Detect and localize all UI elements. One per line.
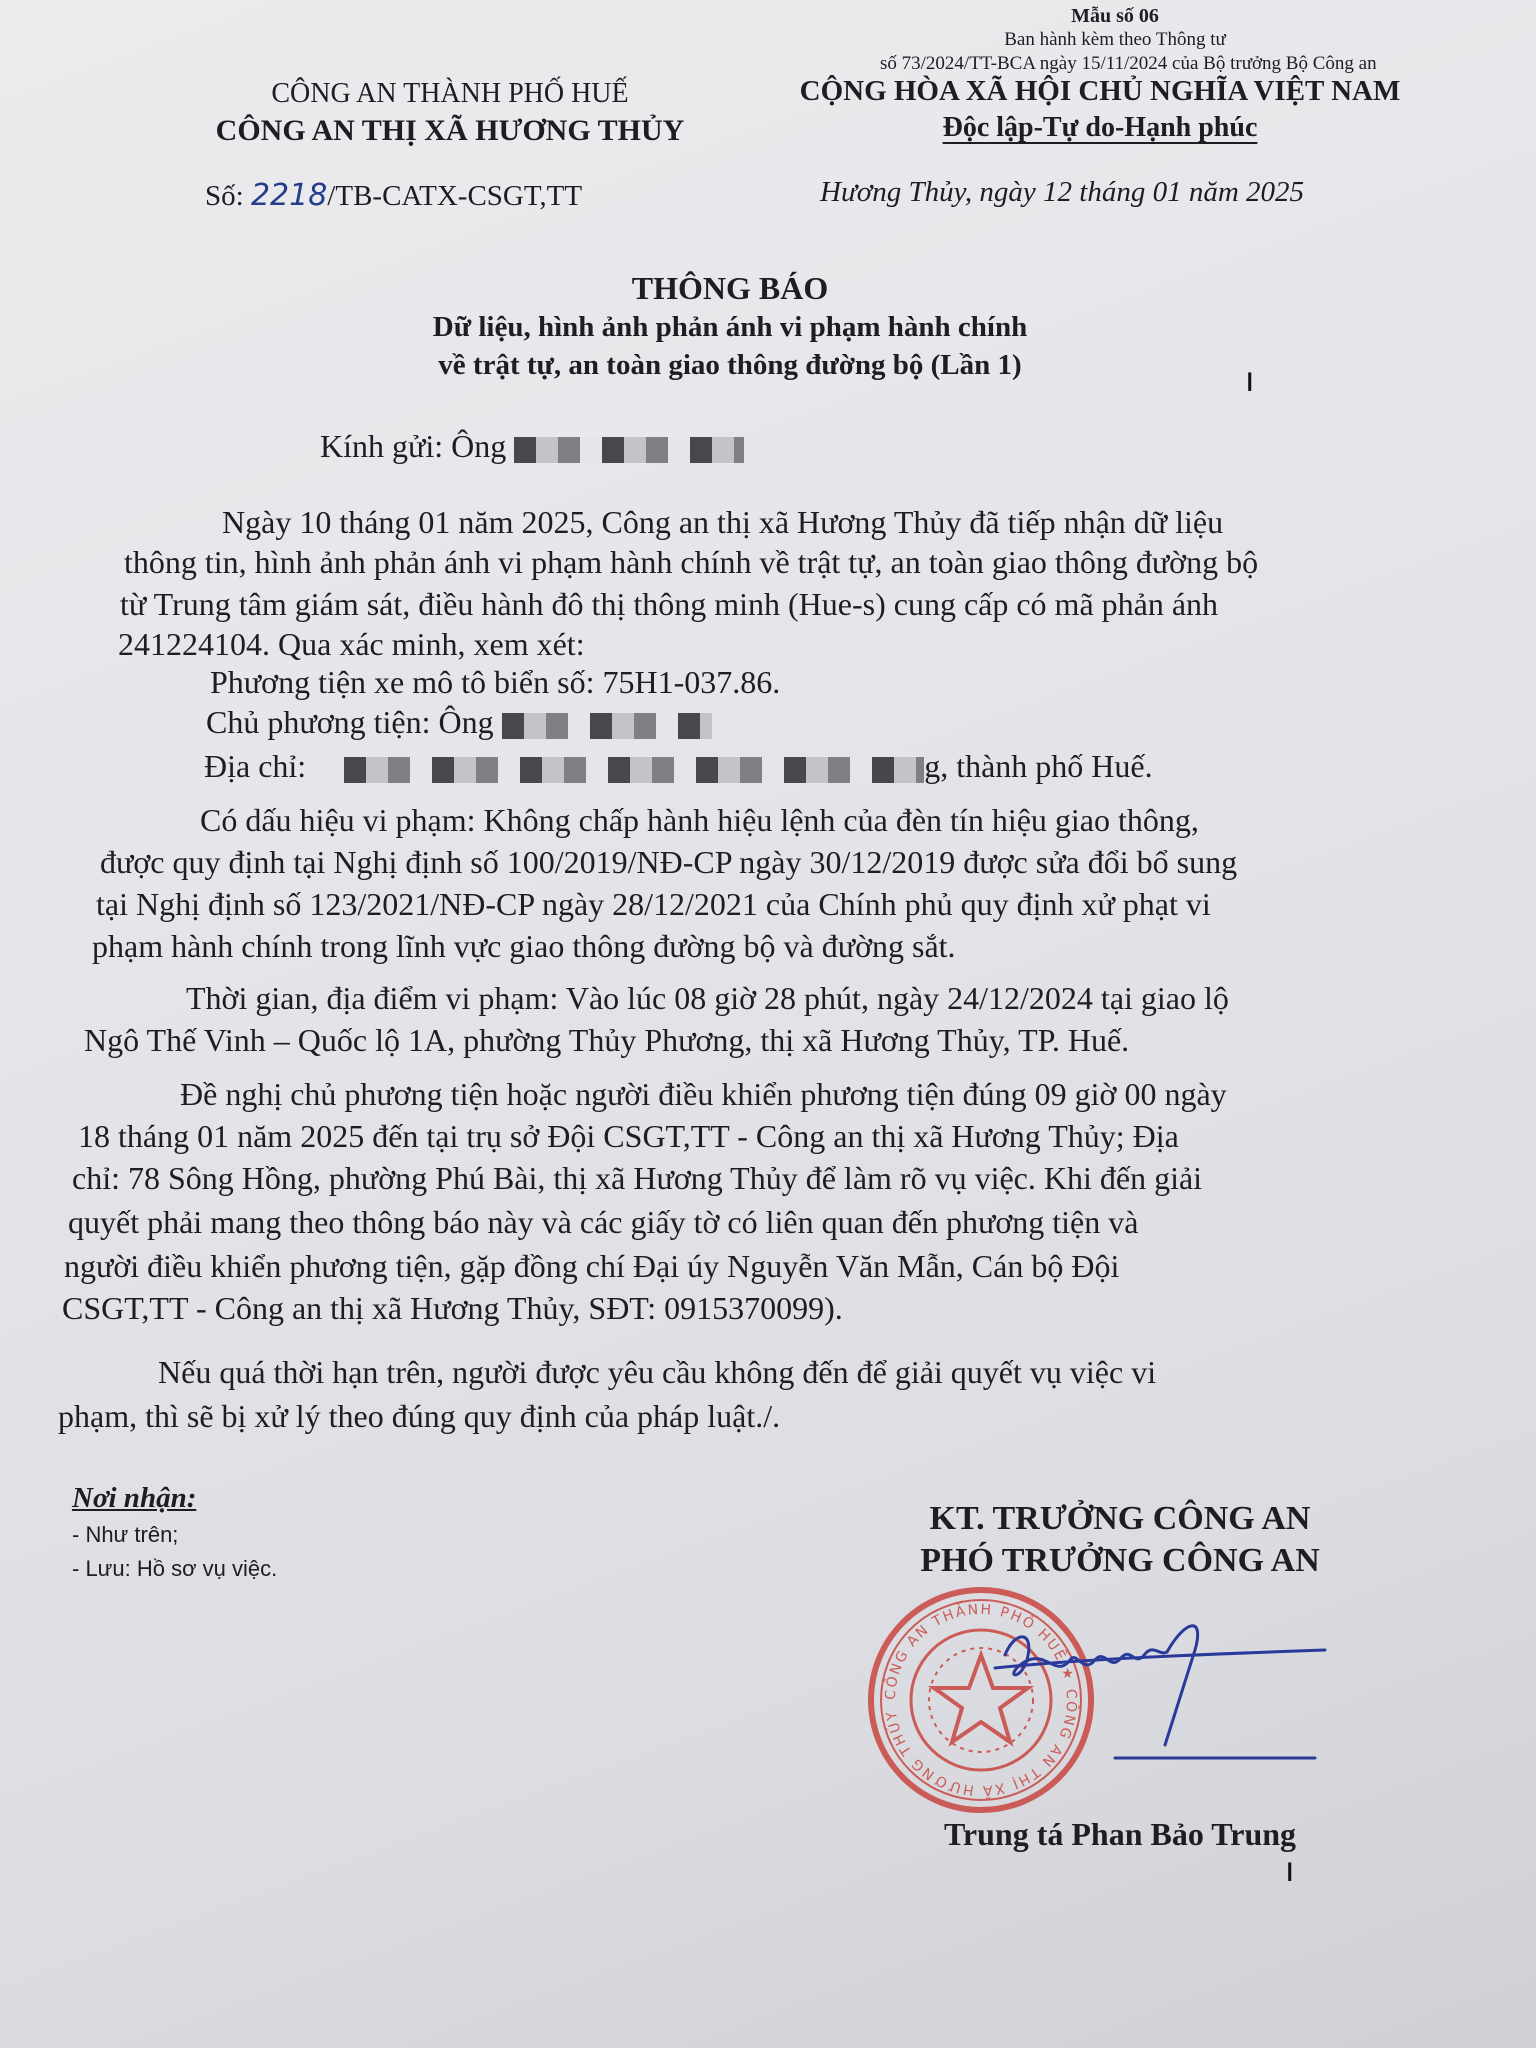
recipient-item: - Lưu: Hồ sơ vụ việc. <box>72 1556 278 1581</box>
title-main: THÔNG BÁO <box>631 270 829 306</box>
paragraph-4-line-3: chỉ: 78 Sông Hồng, phường Phú Bài, thị xã Hương Thủy để làm rõ vụ việc. Khi đến giải <box>72 1160 1203 1196</box>
nation-name: CỘNG HÒA XÃ HỘI CHỦ NGHĨA VIỆT NAM <box>799 75 1401 107</box>
signature-title-2: PHÓ TRƯỞNG CÔNG AN <box>920 1542 1320 1579</box>
paragraph-2-line-1: Có dấu hiệu vi phạm: Không chấp hành hiệu lệnh của đèn tín hiệu giao thông, <box>200 802 1199 838</box>
doc-number-suffix: /TB-CATX-CSGT,TT <box>327 180 583 212</box>
agency-name: CÔNG AN THỊ XÃ HƯƠNG THỦY <box>215 114 685 147</box>
paragraph-2-line-4: phạm hành chính trong lĩnh vực giao thông đường bộ và đường sắt. <box>92 928 956 964</box>
document-title <box>280 268 1180 384</box>
paragraph-1-line-1: Ngày 10 tháng 01 năm 2025, Công an thị xã Hương Thủy đã tiếp nhận dữ liệu <box>222 504 1224 540</box>
paragraph-1-line-4: 241224104. Qua xác minh, xem xét: <box>118 626 585 662</box>
address-tail: g, thành phố Huế. <box>924 748 1153 784</box>
vehicle-owner <box>206 702 712 742</box>
doc-number-handwritten: 2218 <box>250 178 328 213</box>
handwritten-mark-2: ı <box>1285 1850 1295 1890</box>
paragraph-3-line-1: Thời gian, địa điểm vi phạm: Vào lúc 08 giờ 28 phút, ngày 24/12/2024 tại giao lộ <box>186 980 1229 1016</box>
recipient-item: - Như trên; <box>72 1522 179 1547</box>
salutation-text: Kính gửi: Ông <box>320 428 507 464</box>
title-sub-1: Dữ liệu, hình ảnh phản ánh vi phạm hành chính <box>432 311 1028 343</box>
salutation <box>320 426 744 466</box>
form-header <box>880 4 1377 76</box>
place-date: Hương Thủy, ngày 12 tháng 01 năm 2025 <box>820 176 1305 208</box>
paragraph-4-line-6: CSGT,TT - Công an thị xã Hương Thủy, SĐT: 0915370099). <box>62 1290 843 1326</box>
form-issued-line-2: số 73/2024/TT-BCA ngày 15/11/2024 của Bộ trưởng Bộ Công an <box>880 53 1377 74</box>
owner-address <box>204 746 1153 786</box>
nation-motto: Độc lập-Tự do-Hạnh phúc <box>942 112 1258 143</box>
recipients-heading: Nơi nhận: <box>72 1482 197 1514</box>
address-label: Địa chỉ: <box>204 748 307 784</box>
red-seal-icon <box>871 1590 1091 1810</box>
form-issued-line-1: Ban hành kèm theo Thông tư <box>1004 29 1226 50</box>
national-header <box>770 72 1430 146</box>
paragraph-4-line-4: quyết phải mang theo thông báo này và các giấy tờ có liên quan đến phương tiện và <box>68 1204 1139 1240</box>
vehicle-plate: Phương tiện xe mô tô biển số: 75H1-037.86. <box>210 664 781 700</box>
paragraph-1-line-3: từ Trung tâm giám sát, điều hành đô thị thông minh (Hue-s) cung cấp có mã phản ánh <box>120 586 1219 622</box>
paragraph-2-line-2: được quy định tại Nghị định số 100/2019/NĐ-CP ngày 30/12/2019 được sửa đổi bổ sung <box>100 844 1238 880</box>
document-number <box>205 178 582 213</box>
owner-label: Chủ phương tiện: Ông <box>206 704 494 740</box>
title-sub-2: về trật tự, an toàn giao thông đường bộ (Lần 1) <box>438 349 1022 381</box>
signature-title-1: KT. TRƯỞNG CÔNG AN <box>929 1500 1311 1537</box>
seal-text: CÔNG AN THÀNH PHỐ HUẾ ★ CÔNG AN THỊ XÃ HƯƠNG THỦY <box>882 1601 1080 1799</box>
paragraph-5-line-2: phạm, thì sẽ bị xử lý theo đúng quy định của pháp luật./. <box>58 1398 781 1434</box>
paragraph-1-line-2: thông tin, hình ảnh phản ánh vi phạm hành chính về trật tự, an toàn giao thông đường bộ <box>124 544 1259 580</box>
agency-header <box>120 76 780 150</box>
paragraph-3-line-2: Ngô Thế Vinh – Quốc lộ 1A, phường Thủy Phương, thị xã Hương Thủy, TP. Huế. <box>84 1022 1130 1058</box>
signer-name: Trung tá Phan Bảo Trung <box>943 1816 1297 1852</box>
recipients-block <box>72 1478 277 1586</box>
paragraph-4-line-2: 18 tháng 01 năm 2025 đến tại trụ sở Đội CSGT,TT - Công an thị xã Hương Thủy; Địa <box>78 1118 1179 1154</box>
paragraph-5-line-1: Nếu quá thời hạn trên, người được yêu cầu không đến để giải quyết vụ việc vi <box>158 1354 1157 1390</box>
redacted-owner <box>502 713 712 739</box>
doc-number-prefix: Số: <box>205 180 251 212</box>
paragraph-4-line-1: Đề nghị chủ phương tiện hoặc người điều khiển phương tiện đúng 09 giờ 00 ngày <box>180 1076 1227 1112</box>
handwritten-mark: ı <box>1245 360 1255 400</box>
form-number: Mẫu số 06 <box>1071 5 1159 27</box>
redacted-name <box>514 437 744 463</box>
redacted-address <box>344 757 924 783</box>
paragraph-2-line-3: tại Nghị định số 123/2021/NĐ-CP ngày 28/12/2021 của Chính phủ quy định xử phạt vi <box>96 886 1211 922</box>
official-seal-and-signature <box>815 1560 1335 1820</box>
paragraph-4-line-5: người điều khiển phương tiện, gặp đồng chí Đại úy Nguyễn Văn Mẫn, Cán bộ Đội <box>64 1248 1120 1284</box>
agency-parent: CÔNG AN THÀNH PHỐ HUẾ <box>271 78 629 109</box>
